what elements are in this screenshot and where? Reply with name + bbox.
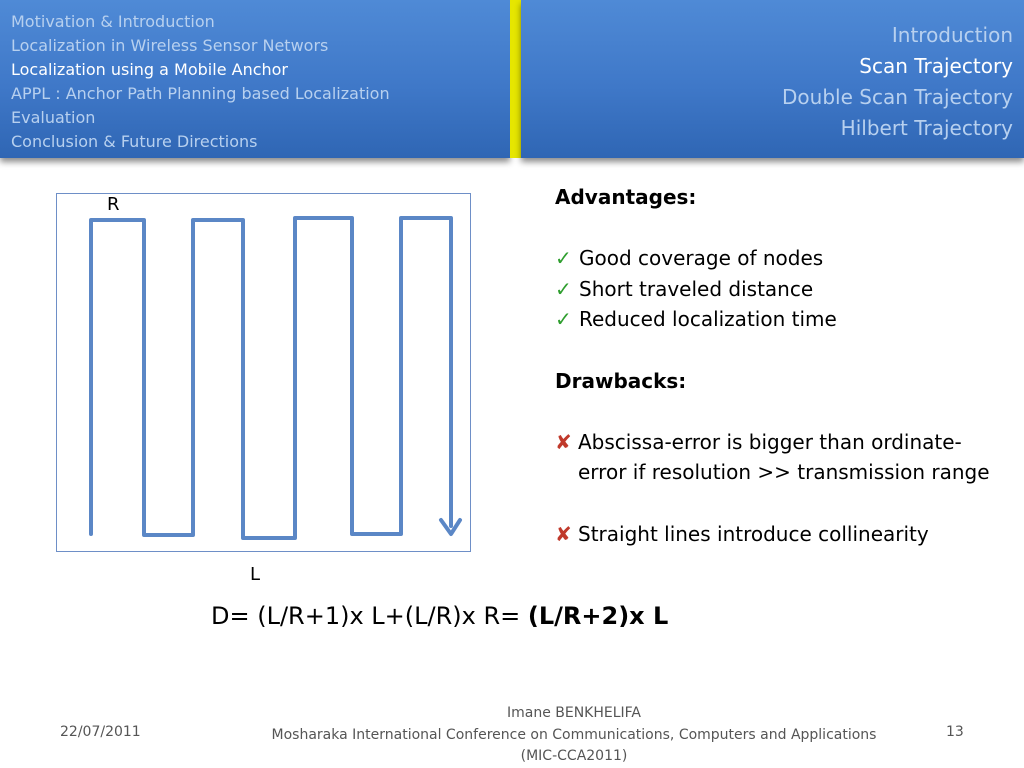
- subnav-item-hilbert[interactable]: Hilbert Trajectory: [840, 116, 1013, 140]
- nav-item-mobile-anchor[interactable]: Localization using a Mobile Anchor: [11, 60, 289, 79]
- resolution-label: R: [107, 194, 120, 215]
- footer-conference: Mosharaka International Conference on Communications, Computers and Applications: [271, 726, 877, 743]
- subsection-nav: [782, 20, 1013, 144]
- scan-path-svg: [57, 194, 472, 553]
- length-label: L: [250, 564, 261, 585]
- footer-conference-info: [260, 703, 888, 768]
- cross-icon: ✘: [555, 429, 572, 454]
- formula-expression: D= (L/R+1)x L+(L/R)x R=: [211, 602, 528, 630]
- section-nav: [11, 10, 390, 154]
- nav-item-conclusion[interactable]: Conclusion & Future Directions: [11, 132, 258, 151]
- subnav-item-introduction[interactable]: Introduction: [891, 23, 1013, 47]
- header-left-panel: [0, 0, 510, 158]
- nav-item-localization-wsn[interactable]: Localization in Wireless Sensor Networs: [11, 36, 329, 55]
- drawback-item: ✘ Straight lines introduce collinearity: [555, 519, 1015, 550]
- scan-path: [91, 218, 451, 538]
- nav-item-motivation[interactable]: Motivation & Introduction: [11, 12, 215, 31]
- drawback-item: ✘ Abscissa-error is bigger than ordinate-: [555, 427, 1015, 458]
- formula-result: (L/R+2)x L: [527, 602, 669, 630]
- check-icon: ✓: [555, 276, 572, 301]
- cross-icon: ✘: [555, 521, 572, 546]
- footer-date: 22/07/2011: [60, 724, 141, 740]
- advantage-item: ✓ Short traveled distance: [555, 274, 1015, 305]
- drawback-item-continuation: error if resolution >> transmission range: [578, 460, 990, 485]
- advantage-item: ✓ Reduced localization time: [555, 304, 1015, 335]
- advantages-drawbacks-list: [555, 182, 1015, 549]
- drawbacks-heading: Drawbacks:: [555, 368, 687, 393]
- nav-item-evaluation[interactable]: Evaluation: [11, 108, 96, 127]
- footer-author: Imane BENKHELIFA: [506, 705, 642, 721]
- header-divider: [510, 0, 521, 158]
- slide-number: 13: [946, 724, 964, 740]
- footer-conference-abbrev: (MIC-CCA2011): [520, 748, 628, 764]
- check-icon: ✓: [555, 307, 572, 332]
- subnav-item-double-scan[interactable]: Double Scan Trajectory: [782, 85, 1013, 109]
- nav-item-appl[interactable]: APPL : Anchor Path Planning based Localization: [11, 84, 390, 103]
- check-icon: ✓: [555, 246, 572, 271]
- subnav-item-scan-trajectory[interactable]: Scan Trajectory: [859, 54, 1013, 78]
- header-right-panel: [521, 0, 1024, 158]
- advantages-heading: Advantages:: [555, 185, 697, 209]
- advantage-item: ✓ Good coverage of nodes: [555, 243, 1015, 274]
- distance-formula: [211, 602, 668, 630]
- scan-trajectory-diagram: [56, 193, 471, 552]
